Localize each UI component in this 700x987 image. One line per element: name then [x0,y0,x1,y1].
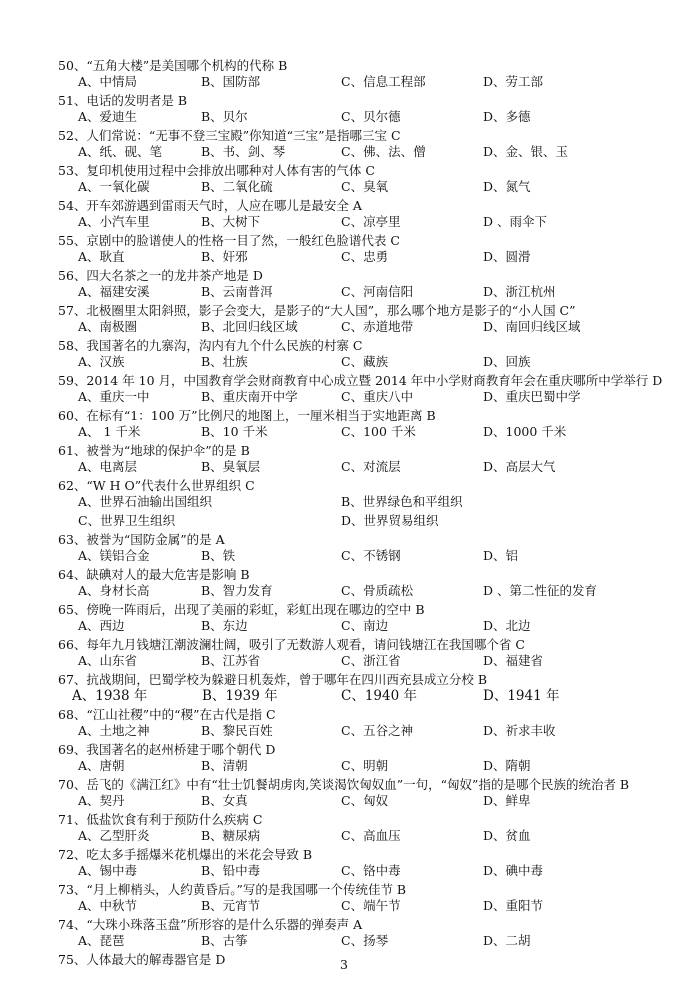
answer-option: C、骨质疏松 [341,583,414,598]
answer-option: B、黎民百姓 [201,723,273,738]
answer-option: B、臭氧层 [201,459,261,474]
options-row [58,494,678,510]
answer-option: A、锡中毒 [78,863,138,878]
options-row [58,354,678,370]
answer-option: B、清朝 [201,758,248,773]
question-block [58,268,678,300]
question-stem: 54、开车郊游遇到雷雨天气时，人应在哪儿是最安全 A [58,198,362,213]
options-row [58,653,678,669]
answer-option: B、重庆南开中学 [201,389,298,404]
question-block [58,707,678,739]
question-block [58,812,678,844]
question-block [58,303,678,335]
answer-option: A、中情局 [78,74,138,89]
options-row [58,863,678,879]
question-block [58,952,678,968]
answer-option: D、贫血 [483,828,531,843]
answer-option: A、耿直 [78,249,125,264]
options-row [58,618,678,634]
question-stem: 75、人体最大的解毒器官是 D [58,952,226,967]
answer-option: D、1941 年 [483,688,560,704]
answer-option: C、赤道地带 [341,319,414,334]
answer-option: A、琵琶 [78,933,125,948]
question-block [58,532,678,564]
options-row [58,389,678,405]
options-row [58,898,678,914]
options-row [58,513,678,529]
question-stem: 70、岳飞的《满江红》中有“壮士饥餐胡虏肉,笑谈渴饮匈奴血”一句，“匈奴”指的是哪个民族的统治者 B [58,777,630,792]
question-block [58,58,678,90]
answer-option: A、汉族 [78,354,125,369]
question-block [58,233,678,265]
answer-option: D、高层大气 [483,459,556,474]
question-block [58,513,678,529]
answer-option: C、明朝 [341,758,389,773]
answer-option: D、1000 千米 [483,424,567,439]
options-row [58,548,678,564]
question-block [58,478,678,510]
answer-option: B、女真 [201,793,248,808]
answer-option: D、隋朝 [483,758,531,773]
answer-option: D、世界贸易组织 [341,513,439,528]
answer-option: C、匈奴 [341,793,389,808]
answer-option: C、对流层 [341,459,401,474]
answer-option: B、二氧化硫 [201,179,273,194]
answer-option: A、福建安溪 [78,284,150,299]
question-stem: 60、在标有“1：100 万”比例尺的地图上，一厘米相当于实地距离 B [58,408,436,423]
answer-option: D、回族 [483,354,531,369]
answer-option: B、江苏省 [201,653,261,668]
question-stem: 52、人们常说：“无事不登三宝殿”你知道“三宝”是指哪三宝 C [58,128,401,143]
answer-option: A、身材长高 [78,583,150,598]
answer-option: B、国防部 [201,74,261,89]
options-row [58,179,678,195]
answer-option: D、铝 [483,548,519,563]
answer-option: C、藏族 [341,354,389,369]
answer-option: C、1940 年 [341,688,417,704]
answer-option: D、浙江杭州 [483,284,556,299]
answer-option: C、贝尔德 [341,109,401,124]
answer-option: A、世界石油输出国组织 [78,494,213,509]
answer-option: D、祈求丰收 [483,723,556,738]
question-block [58,408,678,440]
answer-option: D、碘中毒 [483,863,544,878]
answer-option: A、南极圈 [78,319,138,334]
question-stem: 67、抗战期间，巴蜀学校为躲避日机轰炸，曾于哪年在四川西充县成立分校 B [58,672,488,687]
question-stem: 53、复印机使用过程中会排放出哪种对人体有害的气体 C [58,163,375,178]
answer-option: A、镁铝合金 [78,548,150,563]
question-block [58,777,678,809]
question-stem: 63、被誉为“国防金属”的是 A [58,532,225,547]
answer-option: C、不锈钢 [341,548,401,563]
answer-option: C、佛、法、僧 [341,144,426,159]
question-stem: 66、每年九月钱塘江潮波澜壮阔，吸引了无数游人观看，请问钱塘江在我国哪个省 C [58,637,525,652]
question-block [58,847,678,879]
question-block [58,93,678,125]
question-block [58,882,678,914]
question-stem: 57、北极圈里太阳斜照，影子会变大，是影子的“大人国”，那么哪个地方是影子的“小人国 C” [58,303,576,318]
answer-option: A、西边 [78,618,125,633]
answer-option: B、智力发育 [201,583,273,598]
question-stem: 64、缺碘对人的最大危害是影响 B [58,567,250,582]
answer-option: C、重庆八中 [341,389,414,404]
question-block [58,917,678,949]
question-block [58,443,678,475]
answer-option: D、二胡 [483,933,531,948]
answer-option: B、铅中毒 [201,863,261,878]
answer-option: D、北边 [483,618,531,633]
answer-option: D、重庆巴蜀中学 [483,389,581,404]
question-block [58,373,678,405]
answer-option: B、北回归线区域 [201,319,298,334]
answer-option: C、高血压 [341,828,401,843]
question-stem: 74、“大珠小珠落玉盘”所形容的是什么乐器的弹奏声 A [58,917,363,932]
question-stem: 51、电话的发明者是 B [58,93,188,108]
question-stem: 59、2014 年 10 月，中国教育学会财商教育中心成立暨 2014 年中小学财商教育年会在重庆哪所中学举行 D [58,373,663,388]
question-block [58,637,678,669]
answer-option: B、贝尔 [201,109,248,124]
question-block [58,672,678,704]
answer-option: B、糖尿病 [201,828,261,843]
options-row [58,74,678,90]
answer-option: C、铬中毒 [341,863,401,878]
options-row [58,144,678,160]
question-stem: 65、傍晚一阵雨后，出现了美丽的彩虹，彩虹出现在哪边的空中 B [58,602,425,617]
options-row [58,793,678,809]
answer-option: B、东边 [201,618,248,633]
question-stem: 56、四大名茶之一的龙井茶产地是 D [58,268,263,283]
answer-option: A、山东省 [78,653,138,668]
answer-option: A、契丹 [78,793,125,808]
answer-option: A、爱迪生 [78,109,138,124]
answer-option: D、重阳节 [483,898,544,913]
question-stem: 72、吃太多手摇爆米花机爆出的米花会导致 B [58,847,313,862]
answer-option: C、河南信阳 [341,284,414,299]
answer-option: C、凉亭里 [341,214,401,229]
answer-option: C、端午节 [341,898,401,913]
answer-option: B、壮族 [201,354,248,369]
question-stem: 73、“月上柳梢头，人约黄昏后。”写的是我国哪一个传统佳节 B [58,882,407,897]
options-row [58,284,678,300]
answer-option: D、金、银、玉 [483,144,569,159]
options-row [58,249,678,265]
options-row [58,723,678,739]
options-row [58,319,678,335]
answer-option: A、中秋节 [78,898,138,913]
answer-option: B、世界绿色和平组织 [341,494,463,509]
answer-option: A、重庆一中 [78,389,150,404]
options-row [58,933,678,949]
answer-option: B、1939 年 [202,688,278,704]
question-block [58,602,678,634]
options-row [58,109,678,125]
question-block [58,742,678,774]
question-stem: 61、被誉为“地球的保护伞”的是 B [58,443,250,458]
answer-option: C、世界卫生组织 [78,513,176,528]
answer-option: C、扬琴 [341,933,389,948]
answer-option: D 、雨伞下 [483,214,547,229]
answer-option: D、福建省 [483,653,544,668]
question-stem: 55、京剧中的脸谱使人的性格一目了然，一般红色脸谱代表 C [58,233,400,248]
answer-option: A、小汽车里 [78,214,150,229]
question-stem: 58、我国著名的九寨沟，沟内有九个什么民族的村寨 C [58,338,363,353]
answer-option: A、乙型肝炎 [78,828,150,843]
answer-option: C、五谷之神 [341,723,414,738]
question-stem: 69、我国著名的赵州桥建于哪个朝代 D [58,742,276,757]
answer-option: A、电离层 [78,459,138,474]
answer-option: C、忠勇 [341,249,389,264]
answer-option: B、元宵节 [201,898,261,913]
question-stem: 71、低盐饮食有利于预防什么疾病 C [58,812,263,827]
answer-option: C、南边 [341,618,389,633]
answer-option: A、纸、砚、笔 [78,144,163,159]
answer-option: B、书、剑、琴 [201,144,286,159]
answer-option: A、一氧化碳 [78,179,150,194]
question-block [58,567,678,599]
options-row [58,214,678,230]
options-row [58,828,678,844]
answer-option: A、 1 千米 [78,424,141,439]
page-number: 3 [340,957,348,972]
answer-option: C、臭氧 [341,179,389,194]
answer-option: D、圆滑 [483,249,531,264]
question-stem: 62、“W H O”代表什么世界组织 C [58,478,255,493]
options-row [58,459,678,475]
question-block [58,128,678,160]
answer-option: D、南回归线区域 [483,319,581,334]
answer-option: C、信息工程部 [341,74,426,89]
question-block [58,338,678,370]
answer-option: D、多德 [483,109,531,124]
answer-option: B、大树下 [201,214,261,229]
question-block [58,163,678,195]
answer-option: B、云南普洱 [201,284,273,299]
answer-option: B、古筝 [201,933,248,948]
answer-option: A、土地之神 [78,723,150,738]
answer-option: A、唐朝 [78,758,125,773]
answer-option: B、奸邪 [201,249,248,264]
question-stem: 68、“江山社稷”中的“稷”在古代是指 C [58,707,276,722]
question-block [58,198,678,230]
question-stem: 50、“五角大楼”是美国哪个机构的代称 B [58,58,288,73]
answer-option: B、铁 [201,548,236,563]
answer-option: B、10 千米 [201,424,268,439]
answer-option: D 、第二性征的发育 [483,583,597,598]
options-row [58,583,678,599]
answer-option: D、劳工部 [483,74,544,89]
options-row [58,688,678,704]
answer-option: D、氮气 [483,179,531,194]
answer-option: C、100 千米 [341,424,416,439]
answer-option: C、浙江省 [341,653,401,668]
answer-option: A、1938 年 [72,688,148,704]
options-row [58,758,678,774]
answer-option: D、鲜卑 [483,793,531,808]
options-row [58,424,678,440]
